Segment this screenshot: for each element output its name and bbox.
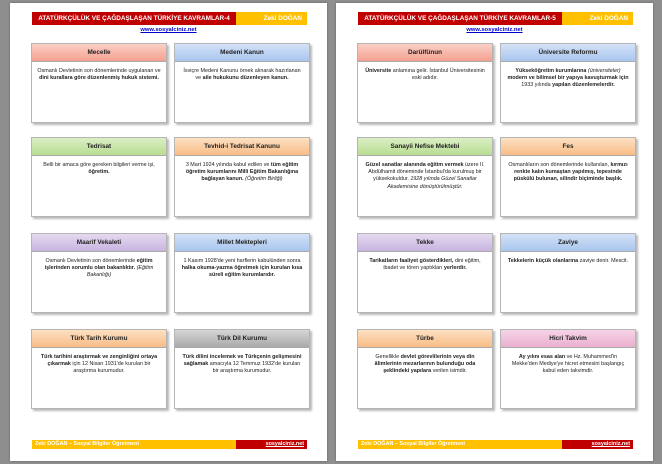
card-text-segment: tüm eğitim öğretim kurumlarını Milli Eğitim Bakanlığına bağlayan kanun. xyxy=(185,162,299,183)
card-body xyxy=(358,348,492,376)
card-title: Fes xyxy=(501,138,635,156)
card-title: Zaviye xyxy=(501,234,635,252)
card-zaviye xyxy=(500,233,636,313)
card-text-segment: Osmanlı Devletinin son dönemlerinde uygulanan ve xyxy=(37,68,161,74)
card-text-segment: 1928 yılında Güzel Sanatlar Akademisine dönüştürülmüştür. xyxy=(387,176,477,190)
card-text-segment: (Öğretim Birliği) xyxy=(243,176,283,183)
header-title: ATATÜRKÇÜLÜK VE ÇAĞDAŞLAŞAN TÜRKİYE KAVRAMLAR-5 xyxy=(358,12,562,25)
card-text-segment: üzere II. Abdülhamit döneminde İstanbul'da kurulmuş bir yüksekokuldur. xyxy=(368,162,485,183)
page-header xyxy=(32,12,307,25)
card-text-segment: Tekkelerin küçük olanlarına xyxy=(507,258,579,264)
card-sanayii-nefise xyxy=(357,137,493,217)
card-title: Türk Dil Kurumu xyxy=(175,330,309,348)
footer-site-link[interactable]: sosyalciniz.net xyxy=(562,440,633,449)
page-footer xyxy=(32,440,307,449)
card-body xyxy=(32,348,166,376)
card-body xyxy=(175,348,309,376)
card-text-segment: eğitim işlerinden sorumlu olan bakanlıktır. xyxy=(44,258,153,272)
card-text-segment: İsviçre Medeni Kanunu örnek alınarak hazırlanan ve xyxy=(183,68,301,82)
card-text-segment: yapılan düzenlemelerdir. xyxy=(552,82,615,89)
footer-author: Zeki DOĞAN – Sosyal Bilgiler Öğretmeni xyxy=(32,440,236,449)
card-text-segment: 1933 yılında xyxy=(521,82,553,89)
card-title: Tekke xyxy=(358,234,492,252)
page-right xyxy=(336,3,653,461)
card-text-segment: devlet görevlilerinin veya din âlimlerinin mezarlarının bulunduğu oda şeklindeki yapılara xyxy=(374,354,476,375)
page-footer xyxy=(358,440,633,449)
card-text-segment: (Eğitim Bakanlığı) xyxy=(86,265,154,279)
card-turbe xyxy=(357,329,493,409)
site-link[interactable]: www.sosyalciniz.net xyxy=(466,27,523,33)
card-title: Türbe xyxy=(358,330,492,348)
footer-site-link[interactable]: sosyalciniz.net xyxy=(236,440,307,449)
card-body xyxy=(32,156,166,176)
page-header xyxy=(358,12,633,25)
header-author: Zeki DOĞAN xyxy=(562,12,633,25)
card-hicri-takvim xyxy=(500,329,636,409)
page-left xyxy=(10,3,327,461)
site-link[interactable]: www.sosyalciniz.net xyxy=(140,27,197,33)
card-body xyxy=(501,62,635,90)
card-text-segment: Osmanlıların son dönemlerinde kullanılan, xyxy=(508,162,611,168)
card-body xyxy=(501,252,635,265)
card-maarif-vekaleti xyxy=(31,233,167,313)
card-universite-reformu xyxy=(500,43,636,123)
card-text-segment: amacıyla 12 Temmuz 1932'de kurulan bir araştırma kurumudur. xyxy=(208,361,301,375)
card-text-segment: Yükseköğretim kurumlarına xyxy=(515,68,587,74)
card-title: Sanayii Nefise Mektebi xyxy=(358,138,492,156)
card-text-segment: halka okuma-yazma öğretmek için kurulan kısa süreli eğitim kurumlarıdır. xyxy=(181,265,303,279)
card-medeni-kanun xyxy=(174,43,310,123)
header-author: Zeki DOĞAN xyxy=(236,12,307,25)
card-mecelle xyxy=(31,43,167,123)
card-millet-mektepleri xyxy=(174,233,310,313)
card-body xyxy=(358,156,492,191)
card-text-segment: için 12 Nisan 1931'de kurulan bir araştırma kurumudur. xyxy=(70,361,151,375)
card-text-segment: Genellikle xyxy=(375,354,401,360)
card-text-segment: 1 Kasım 1928'de yeni harflerin kabulünden sonra xyxy=(183,258,301,264)
card-text-segment: Osmanlı Devletinin son dönemlerinde xyxy=(45,258,137,264)
card-text-segment: (üniversiteler) xyxy=(586,68,621,74)
card-text-segment: öğretim. xyxy=(88,169,110,176)
card-text-segment: dini kurallara göre düzenlenmiş hukuk sistemi. xyxy=(39,75,159,82)
card-title: Maarif Vekaleti xyxy=(32,234,166,252)
card-text-segment: Üniversite xyxy=(365,68,392,74)
card-body xyxy=(358,252,492,272)
card-body xyxy=(358,62,492,82)
card-text-segment: Tarikatların faaliyet gösterdikleri, xyxy=(369,258,454,264)
card-title: Üniversite Reformu xyxy=(501,44,635,62)
card-text-segment: 3 Mart 1924 yılında kabul edilen ve xyxy=(185,162,271,168)
card-text-segment: modern ve bilimsel bir yapıya kavuşturmak için xyxy=(507,75,629,82)
card-text-segment: zaviye denir. Mescit. xyxy=(578,258,629,264)
card-title: Hicri Takvim xyxy=(501,330,635,348)
card-text-segment: Belli bir amaca göre gereken bilgileri verme işi, xyxy=(43,162,155,168)
card-body xyxy=(32,62,166,82)
card-text-segment: ve Hz. Muhammed'in Mekke'den Mediye'ye hicret etmesini başlangıç kabul eden takvimdir. xyxy=(511,354,625,375)
card-title: Türk Tarih Kurumu xyxy=(32,330,166,348)
card-text-segment: Türk dilini incelemek ve Türkçenin gelişmesini sağlamak xyxy=(182,354,302,368)
header-title: ATATÜRKÇÜLÜK VE ÇAĞDAŞLAŞAN TÜRKİYE KAVRAMLAR-4 xyxy=(32,12,236,25)
card-body xyxy=(175,252,309,280)
card-text-segment: kırmızı renkte kalın kumaştan yapılmış, tepesinde püskülü bulunan, silindir biçiminde başlık. xyxy=(513,162,628,183)
card-tekke xyxy=(357,233,493,313)
card-title: Millet Mektepleri xyxy=(175,234,309,252)
card-turk-dil-kurumu xyxy=(174,329,310,409)
card-body xyxy=(175,62,309,82)
card-text-segment: yerlerdir. xyxy=(443,265,467,272)
card-fes xyxy=(500,137,636,217)
card-text-segment: dini eğitim, ibadet ve tören yaptıkları xyxy=(383,258,481,272)
card-body xyxy=(501,348,635,376)
card-tedrisat xyxy=(31,137,167,217)
card-text-segment: aile hukukunu düzenleyen kanun. xyxy=(202,75,289,82)
card-text-segment: Güzel sanatlar alanında eğitim vermek xyxy=(365,162,464,168)
card-title: Mecelle xyxy=(32,44,166,62)
card-darulfunun xyxy=(357,43,493,123)
card-tevhid-i-tedrisat xyxy=(174,137,310,217)
card-turk-tarih-kurumu xyxy=(31,329,167,409)
card-body xyxy=(32,252,166,280)
card-text-segment: Türk tarihini araştırmak ve zenginliğini ortaya çıkarmak xyxy=(40,354,158,368)
card-text-segment: anlamına gelir. İstanbul Üniversitesinin eski adıdır. xyxy=(391,68,485,82)
card-body xyxy=(175,156,309,184)
card-text-segment: verilen isimdir. xyxy=(431,368,467,375)
card-title: Darülfünun xyxy=(358,44,492,62)
card-title: Tedrisat xyxy=(32,138,166,156)
card-title: Medeni Kanun xyxy=(175,44,309,62)
card-text-segment: Ay yılını esas alan xyxy=(518,354,566,360)
footer-author: Zeki DOĞAN – Sosyal Bilgiler Öğretmeni xyxy=(358,440,562,449)
card-body xyxy=(501,156,635,184)
card-title: Tevhid-i Tedrisat Kanunu xyxy=(175,138,309,156)
